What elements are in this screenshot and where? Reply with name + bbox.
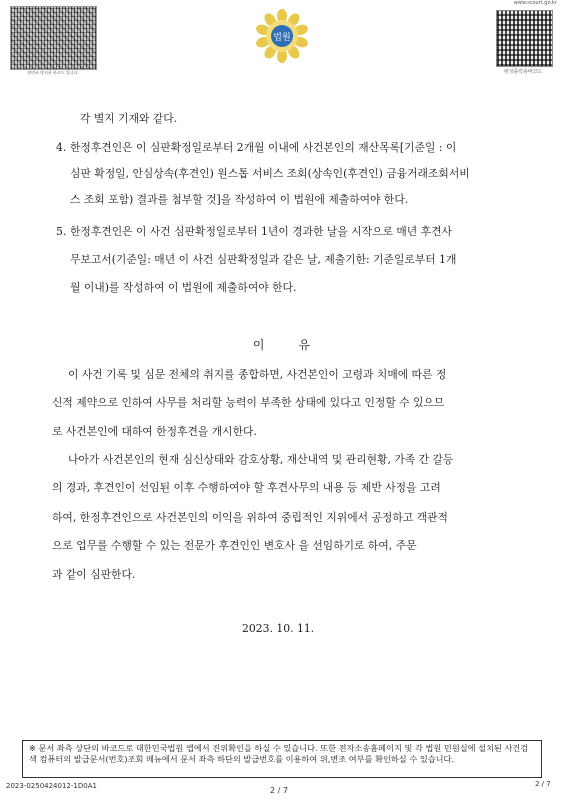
reason-heading-char: 유 xyxy=(298,338,311,352)
verification-barcode xyxy=(10,6,97,70)
paragraph-line: 신적 제약으로 인하여 사무를 처리할 능력이 부족한 상태에 있다고 인정할 수 있으므 xyxy=(52,396,445,409)
page-number-right: 2 / 7 xyxy=(535,780,551,788)
paragraph-line: 하여, 한정후견인으로 사건본인의 이익을 위하여 중립적인 지위에서 공정하고 객관적 xyxy=(52,511,448,524)
intro-line: 각 별지 기재와 같다. xyxy=(80,112,178,125)
verification-notice: ※ 문서 좌측 상단의 바코드로 대한민국법원 앱에서 진위확인을 하실 수 있습니다. 또한 전자소송홈페이지 및 각 법원 민원실에 설치된 사건검색 컴퓨터의 발급문서(번호)조회 메뉴에서 문서 좌측 하단의 발급번호를 이용하여 위,변조 여부를 확인하실 수 있습니다. xyxy=(22,740,542,778)
item-number: 5. xyxy=(56,225,67,238)
item-line: 스 조회 포함) 결과를 첨부할 것]을 작성하여 이 법원에 제출하여야 한다. xyxy=(70,193,409,206)
paragraph-line: 나아가 사건본인의 현재 심신상태와 감호상황, 재산내역 및 관리현황, 가족 간 갈등 xyxy=(68,453,454,466)
ruling-date: 2023. 10. 11. xyxy=(242,622,315,635)
barcode-caption: 위변조 방지용 바코드 입니다. xyxy=(27,70,79,75)
qr-code xyxy=(496,10,553,67)
paragraph-line: 로 사건본인에 대하여 한정후견을 개시한다. xyxy=(52,425,257,438)
paragraph-line: 의 경과, 후견인이 선임된 이후 수행하여야 할 후견사무의 내용 등 제반 사정을 고려 xyxy=(52,481,441,494)
reason-heading xyxy=(0,336,563,353)
item-line: 한정후견인은 이 심판확정일로부터 2개월 이내에 사건본인의 재산목록[기준일 : 이 xyxy=(70,141,457,154)
item-line: 월 이내)를 작성하여 이 법원에 제출하여야 한다. xyxy=(70,281,297,294)
item-line: 한정후견인은 이 사건 심판확정일로부터 1년이 경과한 날을 시작으로 매년 후견사 xyxy=(70,225,452,238)
reason-heading-char: 이 xyxy=(252,338,265,352)
qr-url: www.scourt.go.kr xyxy=(513,0,557,6)
item-line: 심판 확정일, 안심상속(후견인) 원스톱 서비스 조회(상속인(후견인) 금융거래조회서비 xyxy=(70,167,470,180)
item-line: 무보고서(기준일: 매년 이 사건 심판확정일과 같은 날, 제출기한: 기준일로부터 1개 xyxy=(70,253,457,266)
qr-caption: 위성출력용바코드 xyxy=(503,69,543,75)
paragraph-line: 이 사건 기록 및 심문 전체의 취지를 종합하면, 사건본인이 고령과 치매에 따른 정 xyxy=(68,368,447,381)
page-number: 2 / 7 xyxy=(270,786,288,795)
issue-number: 2023-0250424012-1D0A1 xyxy=(6,782,97,790)
item-number: 4. xyxy=(56,141,67,154)
paragraph-line: 으로 업무를 수행할 수 있는 전문가 후견인인 변호사 을 선임하기로 하여, 주문 xyxy=(52,539,417,552)
paragraph-line: 과 같이 심판한다. xyxy=(52,568,136,581)
court-seal-logo xyxy=(254,8,310,64)
seal-text: 법원 xyxy=(273,33,291,43)
